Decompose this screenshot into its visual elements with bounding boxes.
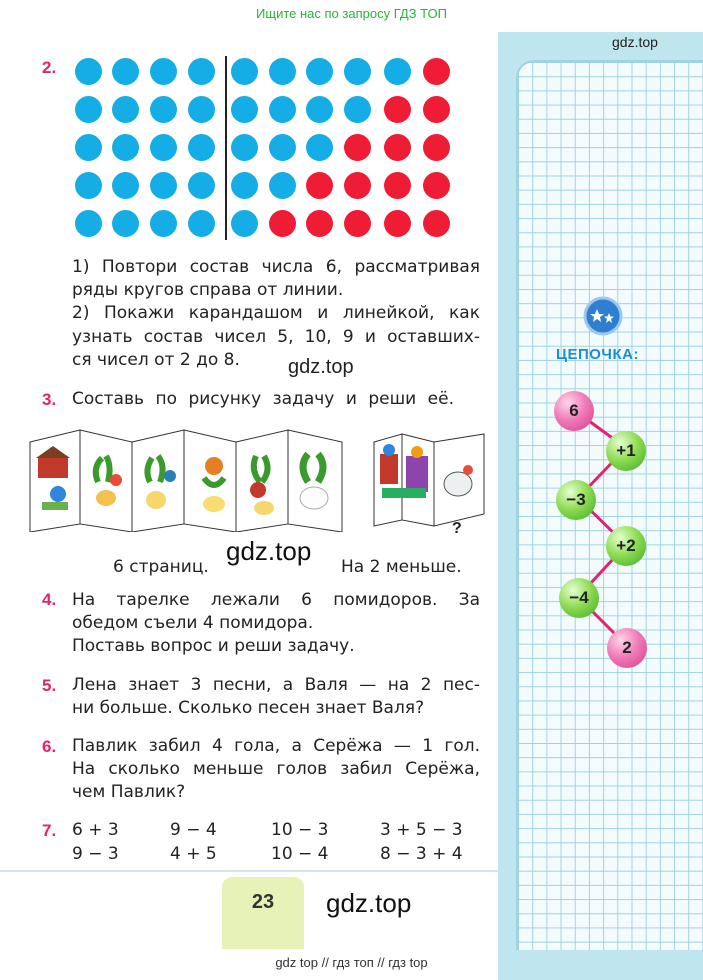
chain-item-4: +2 (606, 526, 646, 566)
watermark-2: gdz.top (226, 536, 312, 566)
red-dot (306, 172, 333, 199)
red-dot (344, 210, 371, 237)
blue-dot (231, 96, 258, 123)
chain-item-6: 2 (607, 628, 647, 668)
blue-dot (384, 58, 411, 85)
blue-dot (306, 96, 333, 123)
expr-3-1: 10 − 3 (271, 820, 329, 840)
red-dot (344, 134, 371, 161)
blue-dot (150, 172, 177, 199)
blue-dot (344, 58, 371, 85)
chain-item-2: +1 (606, 431, 646, 471)
red-dot (269, 210, 296, 237)
task-6-line-1: Павлик забил 4 гола, а Серёжа — 1 гол. (72, 736, 480, 756)
red-dot (423, 134, 450, 161)
booklet-illustration-right (372, 432, 488, 528)
expr-3-2: 10 − 4 (271, 844, 329, 864)
task-5-line-2: ни больше. Сколько песен знает Валя? (72, 698, 425, 718)
blue-dot (112, 134, 139, 161)
blue-dot (231, 134, 258, 161)
red-dot (384, 134, 411, 161)
booklet-illustration-left (28, 428, 344, 532)
watermark-top-right: gdz.top (612, 34, 658, 50)
task-4-line-3: Поставь вопрос и реши задачу. (72, 636, 355, 656)
blue-dot (75, 96, 102, 123)
footer: gdz top // гдз топ // гдз top (275, 955, 428, 970)
red-dot (423, 172, 450, 199)
expr-2-1: 9 − 4 (170, 820, 217, 840)
task-6-line-2: На сколько меньше голов забил Серёжа, (72, 759, 480, 779)
blue-dot (75, 210, 102, 237)
dot-grid (70, 58, 460, 243)
task-6-number: 6. (42, 737, 57, 756)
chain-title: ЦЕПОЧКА: (556, 346, 639, 363)
divider-line (225, 56, 227, 240)
expr-4-2: 8 − 3 + 4 (380, 844, 463, 864)
expr-1-1: 6 + 3 (72, 820, 119, 840)
task-7-number: 7. (42, 821, 57, 840)
blue-dot (306, 58, 333, 85)
expr-4-1: 3 + 5 − 3 (380, 820, 463, 840)
blue-dot (112, 210, 139, 237)
blue-dot (188, 58, 215, 85)
question-mark: ? (452, 520, 462, 537)
red-dot (384, 172, 411, 199)
blue-dot (150, 210, 177, 237)
task-2-line-2: ряды кругов справа от линии. (72, 280, 344, 300)
blue-dot (188, 96, 215, 123)
watermark-1: gdz.top (288, 356, 354, 378)
blue-dot (306, 134, 333, 161)
task-3-text: Составь по рисунку задачу и реши её. (72, 389, 454, 409)
task-3-left-caption: 6 страниц. (113, 557, 209, 577)
red-dot (384, 210, 411, 237)
page-number: 23 (251, 891, 275, 913)
task-5-number: 5. (42, 676, 57, 695)
watermark-3: gdz.top (326, 888, 412, 918)
task-5-line-1: Лена знает 3 песни, а Валя — на 2 пес- (72, 675, 480, 695)
page-number-tab (222, 877, 304, 949)
expr-1-2: 9 − 3 (72, 844, 119, 864)
chain-item-3: −3 (556, 480, 596, 520)
task-4-number: 4. (42, 590, 57, 609)
red-dot (423, 210, 450, 237)
blue-dot (231, 58, 258, 85)
blue-dot (269, 58, 296, 85)
blue-dot (150, 134, 177, 161)
blue-dot (75, 172, 102, 199)
stars-icon (583, 296, 623, 336)
blue-dot (188, 210, 215, 237)
red-dot (423, 96, 450, 123)
blue-dot (75, 134, 102, 161)
task-2-line-1: 1) Повтори состав числа 6, рассматривая (72, 257, 480, 277)
task-3-right-caption: На 2 меньше. (341, 557, 462, 577)
blue-dot (269, 172, 296, 199)
blue-dot (75, 58, 102, 85)
top-banner: Ищите нас по запросу ГДЗ ТОП (256, 6, 447, 21)
task-4-line-2: обедом съели 4 помидора. (72, 613, 314, 633)
chain-item-5: −4 (559, 578, 599, 618)
task-2-line-3: 2) Покажи карандашом и линейкой, как (72, 303, 480, 323)
task-6-line-3: чем Павлик? (72, 782, 186, 802)
blue-dot (231, 172, 258, 199)
blue-dot (112, 172, 139, 199)
blue-dot (112, 96, 139, 123)
chain-item-1: 6 (554, 391, 594, 431)
blue-dot (231, 210, 258, 237)
task-4-line-1: На тарелке лежали 6 помидоров. За (72, 590, 480, 610)
red-dot (344, 172, 371, 199)
task-2-line-4: узнать состав чисел 5, 10, 9 и оставших- (72, 327, 480, 347)
blue-dot (188, 172, 215, 199)
blue-dot (150, 58, 177, 85)
task-2-line-5: ся чисел от 2 до 8. (72, 350, 240, 370)
blue-dot (188, 134, 215, 161)
red-dot (384, 96, 411, 123)
blue-dot (344, 96, 371, 123)
blue-dot (269, 134, 296, 161)
blue-dot (150, 96, 177, 123)
task-3-number: 3. (42, 390, 57, 409)
red-dot (423, 58, 450, 85)
task-2-number: 2. (42, 58, 57, 77)
blue-dot (269, 96, 296, 123)
red-dot (306, 210, 333, 237)
expr-2-2: 4 + 5 (170, 844, 217, 864)
page-bottom-edge (0, 870, 498, 872)
blue-dot (112, 58, 139, 85)
